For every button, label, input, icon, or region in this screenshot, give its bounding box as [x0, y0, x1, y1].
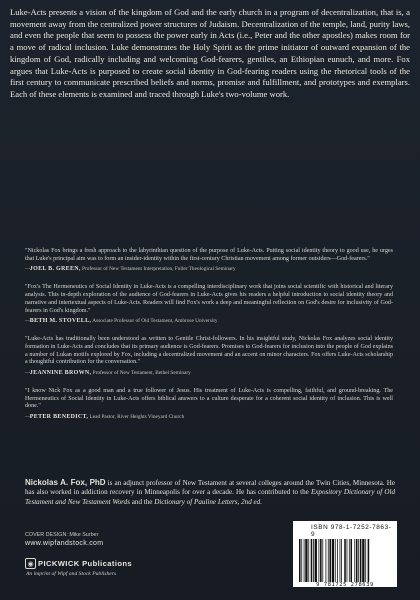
endorsement-quote: "I know Nick Fox as a good man and a true follower of Jesus. His treatment of Luke-Acts is compelling, faithful, and ground-breaking. The Hermeneutics of Social Identity in Luke-Acts offers biblical answers to a culture desperate for a coherent social identity of inclusion. This is well done." — [25, 388, 393, 410]
endorser-name: JOEL B. GREEN, — [29, 266, 81, 273]
book-description: Luke-Acts presents a vision of the kingdom of God and the early church in a program of decentralization, that is, a movement away from the centralized power structures of Judaism. Decentralization of the temple, land, purity laws, and even the people that seem to possess the power early in Acts (i.e., Peter and the other apostles) makes room for a move of radical inclusion. Luke demonstrates the Holy Spirit as the prime initiator of outward expansion of the kingdom of God, radically including and welcoming God-fearers, gentiles, an Ethiopian eunuch, and more. Fox argues that Luke-Acts is purposed to create social identity in God-fearing readers using the rhetorical tools of the first century to communicate prescribed beliefs and norms, promise and fulfillment, and prototypes and exemplars. Each of these elements is examined and traced through Luke's two-volume work. — [10, 7, 410, 99]
publisher-logo-row — [25, 558, 175, 569]
publisher-website: www.wipfandstock.com — [25, 540, 104, 547]
endorsement — [25, 248, 393, 273]
endorsement-attribution: —PETER BENEDICT, Lead Pastor, River Heights Vineyard Church — [25, 414, 185, 421]
endorsement-attribution: —BETH M. STOVELL, Associate Professor of Old Testament, Ambrose University — [25, 318, 218, 325]
endorser-name: JEANNINE BROWN, — [29, 370, 92, 377]
bio-book-title: Expository Dictionary of Old Testament and New Testament Words — [25, 488, 395, 506]
endorser-title: Associate Professor of Old Testament, Ambrose University — [92, 318, 218, 325]
endorsement-attribution: —JOEL B. GREEN, Professor of New Testament Interpretation, Fuller Theological Seminary — [25, 266, 236, 273]
endorser-title: Lead Pastor, River Heights Vineyard Church — [89, 414, 185, 421]
endorsement-quote: "Nickolas Fox brings a fresh approach to the labyrinthian question of the purpose of Luke-Acts. Putting social identity theory to good use, he urges that Luke's principal aim was to form an insider-identity within the first-century Christian movement among former outsiders—God-fearers." — [25, 248, 393, 262]
endorsement-quote: "Fox's The Hermeneutics of Social Identity in Luke-Acts is a compelling interdisciplinary work that joins social scientific with historical and literary analysis. This in-depth exploration of the audience of God-fearers in Luke-Acts gives his readers a helpful introduction to social identity theory and narrative and intertextual aspects of Luke-Acts. Readers will find Fox's work a deep and meaningful reflection on God's desire for inclusivity of God-fearers in God's kingdom." — [25, 284, 393, 314]
endorsements — [25, 248, 393, 432]
isbn-label: ISBN 978-1-7252-7863-9 — [311, 524, 392, 538]
bio-text: is an adjunct professor of New Testament at several colleges around the Twin Cities, Minnesota. He has also worked in addiction recovery in Minneapolis for over a decade. He has contributed to the — [25, 479, 395, 497]
bio-book-title: Dictionary of Pauline Letters, 2nd ed. — [154, 497, 262, 506]
endorsement — [25, 388, 393, 421]
endorsement — [25, 284, 393, 325]
endorser-title: Professor of New Testament, Bethel Seminary — [92, 370, 191, 377]
publisher-imprint: An imprint of Wipf and Stock Publishers — [26, 571, 117, 577]
endorser-name: PETER BENEDICT, — [29, 414, 89, 421]
publisher-logo-icon: ◉ — [25, 558, 36, 569]
author-name: Nickolas A. Fox, PhD — [25, 478, 106, 487]
endorsement-attribution: —JEANNINE BROWN, Professor of New Testament, Bethel Seminary — [25, 370, 191, 377]
barcode-bars-icon — [297, 539, 393, 582]
cover-design-credit: COVER DESIGN: Mike Surber — [25, 532, 99, 538]
endorser-title: Professor of New Testament Interpretation, Fuller Theological Seminary — [82, 266, 236, 273]
publisher-block — [25, 558, 175, 577]
endorser-name: BETH M. STOVELL, — [29, 318, 92, 325]
author-bio — [25, 478, 395, 507]
endorsement — [25, 336, 393, 377]
isbn-barcode — [293, 521, 397, 587]
publisher-name: PICKWICK Publications — [38, 559, 133, 568]
barcode-digits: 9 781725 278639 — [316, 582, 374, 588]
cover-credits — [25, 532, 155, 547]
bio-text: and the — [129, 497, 155, 506]
endorsement-quote: "Luke-Acts has traditionally been understood as written to Gentile Christ-followers. In his insightful study, Nickolas Fox analyzes social identity formation in Luke-Acts and concludes that its primary audience is God-fearers. Promises to God-fearers for inclusion into the people of God explains a number of Lukan motifs explored by Fox, including a decentralized movement and an accent on minor characters. Fox offers Luke-Acts scholarship a thoughtful contribution for the conversation." — [25, 336, 393, 366]
